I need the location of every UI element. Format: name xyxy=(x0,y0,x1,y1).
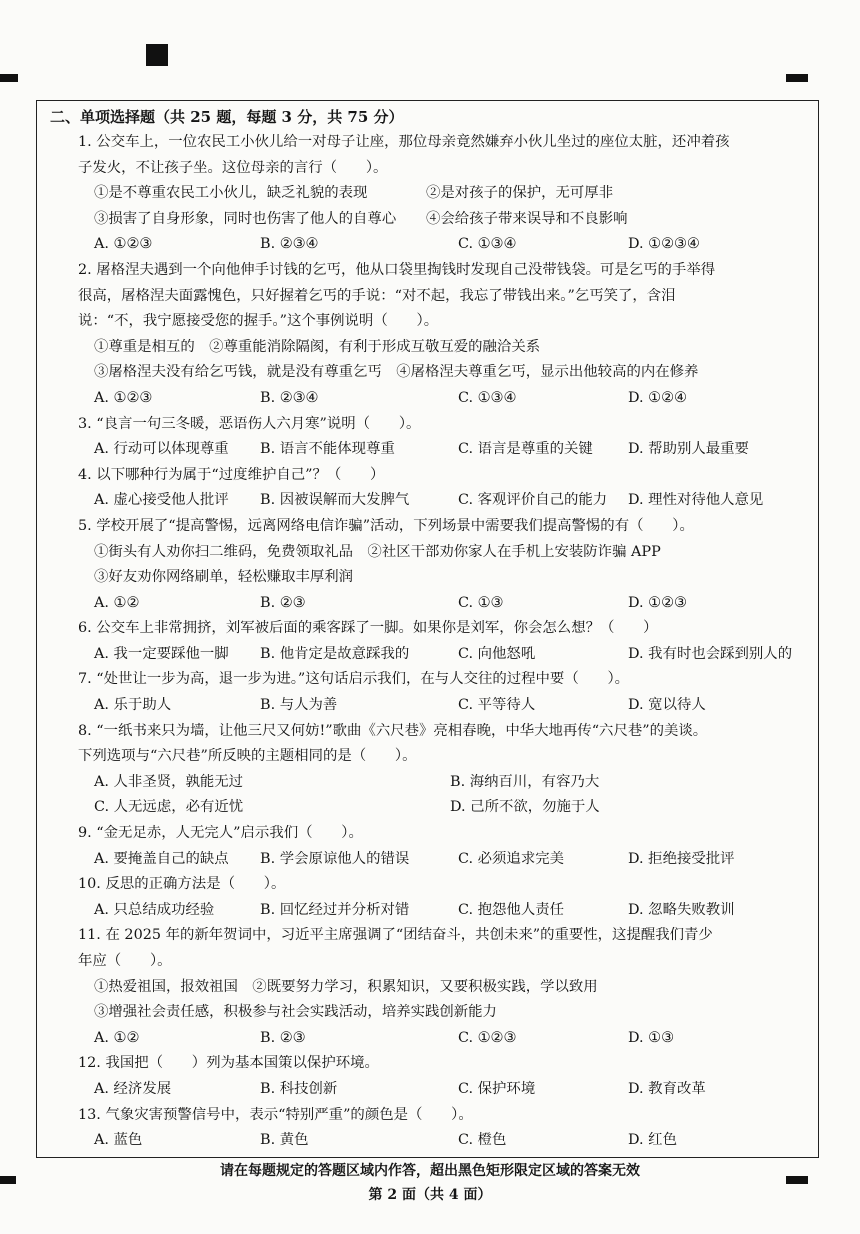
statement-row xyxy=(50,181,816,207)
options-row xyxy=(50,1026,816,1052)
question-stem-line: 说：“不，我宁愿接受您的握手。”这个事例说明（ ）。 xyxy=(78,313,439,330)
option-b: B. 黄色 xyxy=(260,1132,309,1149)
option-a: A. 虚心接受他人批评 xyxy=(94,492,229,509)
statement: ②是对孩子的保护，无可厚非 xyxy=(426,185,614,202)
options-row xyxy=(50,1077,816,1103)
question-4 xyxy=(50,463,816,514)
question-stem-line: 13. 气象灾害预警信号中，表示“特别严重”的颜色是（ ）。 xyxy=(78,1106,473,1123)
option-d: D. 忽略失败教训 xyxy=(628,901,735,918)
question-stem-line: 11. 在 2025 年的新年贺词中，习近平主席强调了“团结奋斗，共创未来”的重要性，这提醒我们青少 xyxy=(78,927,713,944)
option-b: B. 语言不能体现尊重 xyxy=(260,441,395,458)
option-a: A. 经济发展 xyxy=(94,1080,172,1097)
statement-row xyxy=(50,540,816,566)
question-8 xyxy=(50,719,816,821)
statement: ①尊重是相互的 ②尊重能消除隔阂，有利于形成互敬互爱的融洽关系 xyxy=(94,338,541,355)
option-d: D. ①②④ xyxy=(628,389,687,406)
option-b: B. 科技创新 xyxy=(260,1080,338,1097)
option-a: A. 只总结成功经验 xyxy=(94,901,215,918)
question-stem-line: 4. 以下哪种行为属于“过度维护自己”？（ ） xyxy=(78,466,385,483)
question-10 xyxy=(50,872,816,923)
option-d: D. 红色 xyxy=(628,1132,677,1149)
option-a: A. 行动可以体现尊重 xyxy=(94,441,229,458)
option-c: C. 语言是尊重的关键 xyxy=(458,441,593,458)
question-11 xyxy=(50,923,816,1051)
option-a: A. 人非圣贤，孰能无过 xyxy=(94,773,244,790)
option-a: A. ①②③ xyxy=(94,389,153,406)
option-b: B. 因被误解而大发脾气 xyxy=(260,492,410,509)
option-a: A. 蓝色 xyxy=(94,1132,143,1149)
statement-row xyxy=(50,565,816,591)
option-b: B. ②③ xyxy=(260,594,306,611)
option-c: C. 抱怨他人责任 xyxy=(458,901,564,918)
option-c: C. 必须追求完美 xyxy=(458,850,564,867)
question-7 xyxy=(50,667,816,718)
option-c: C. 平等待人 xyxy=(458,697,536,714)
option-d: D. 我有时也会踩到别人的 xyxy=(628,645,793,662)
registration-mark-top-left-square xyxy=(146,44,168,66)
options-row xyxy=(50,847,816,873)
question-stem-line: 3. “良言一句三冬暖，恶语伤人六月寒”说明（ ）。 xyxy=(78,415,421,432)
option-a: A. ①②③ xyxy=(94,236,153,253)
options-row xyxy=(50,770,816,796)
statement-row xyxy=(50,975,816,1001)
statement-row xyxy=(50,1000,816,1026)
page-number: 第 2 面（共 4 面） xyxy=(368,1187,492,1203)
option-c: C. 保护环境 xyxy=(458,1080,536,1097)
question-2 xyxy=(50,258,816,412)
question-area xyxy=(50,104,816,1154)
registration-mark-left-top xyxy=(0,74,18,82)
question-3 xyxy=(50,412,816,463)
statement: ①街头有人劝你扫二维码，免费领取礼品 ②社区干部劝你家人在手机上安装防诈骗 APP xyxy=(94,543,661,560)
question-stem-line: 10. 反思的正确方法是（ ）。 xyxy=(78,876,286,893)
question-stem-line: 2. 屠格涅夫遇到一个向他伸手讨钱的乞丐，他从口袋里掏钱时发现自己没带钱袋。可是乞丐的手举得 xyxy=(78,261,716,278)
option-d: D. ①②③④ xyxy=(628,236,700,253)
option-a: A. ①② xyxy=(94,1029,140,1046)
option-b: B. 学会原谅他人的错误 xyxy=(260,850,410,867)
question-stem-line: 子发火，不让孩子坐。这位母亲的言行（ ）。 xyxy=(78,159,388,176)
option-d: D. 宽以待人 xyxy=(628,697,706,714)
options-row xyxy=(50,591,816,617)
option-c: C. ①②③ xyxy=(458,1029,517,1046)
question-5 xyxy=(50,514,816,616)
option-b: B. 海纳百川，有容乃大 xyxy=(450,773,600,790)
option-c: C. ①③④ xyxy=(458,389,517,406)
options-row xyxy=(50,693,816,719)
question-stem-line: 下列选项与“六尺巷”所反映的主题相同的是（ ）。 xyxy=(78,748,417,765)
options-row xyxy=(50,437,816,463)
option-a: A. ①② xyxy=(94,594,140,611)
option-b: B. ②③ xyxy=(260,1029,306,1046)
question-stem-line: 8. “一纸书来只为墙，让他三尺又何妨!”歌曲《六尺巷》亮相春晚，中华大地再传“六尺巷”的美谈。 xyxy=(78,722,708,739)
option-d: D. ①③ xyxy=(628,1029,674,1046)
option-c: C. 客观评价自己的能力 xyxy=(458,492,608,509)
statement-row xyxy=(50,360,816,386)
question-stem-line: 5. 学校开展了“提高警惕，远离网络电信诈骗”活动，下列场景中需要我们提高警惕的有（ ）。 xyxy=(78,517,694,534)
options-row xyxy=(50,642,816,668)
option-a: A. 我一定要踩他一脚 xyxy=(94,645,229,662)
option-d: D. 拒绝接受批评 xyxy=(628,850,735,867)
option-a: A. 乐于助人 xyxy=(94,697,172,714)
question-list xyxy=(50,130,816,1154)
statement: ①热爱祖国，报效祖国 ②既要努力学习，积累知识，又要积极实践，学以致用 xyxy=(94,978,598,995)
option-c: C. ①③ xyxy=(458,594,504,611)
registration-mark-right-top xyxy=(786,74,808,82)
question-1 xyxy=(50,130,816,258)
option-d: D. 理性对待他人意见 xyxy=(628,492,764,509)
options-row xyxy=(50,898,816,924)
option-c: C. 人无远虑，必有近忧 xyxy=(94,799,244,816)
statement: ③好友劝你网络刷单，轻松赚取丰厚利润 xyxy=(94,569,354,586)
question-stem-line: 年应（ ）。 xyxy=(78,953,172,969)
option-d: D. 教育改革 xyxy=(628,1080,706,1097)
option-c: C. 橙色 xyxy=(458,1132,507,1149)
statement: ③屠格涅夫没有给乞丐钱，就是没有尊重乞丐 ④屠格涅夫尊重乞丐，显示出他较高的内在修养 xyxy=(94,364,699,381)
question-stem-line: 9. “金无足赤，人无完人”启示我们（ ）。 xyxy=(78,825,363,842)
question-stem-line: 12. 我国把（ ）列为基本国策以保护环境。 xyxy=(78,1055,379,1072)
option-b: B. 回忆经过并分析对错 xyxy=(260,901,410,918)
option-b: B. 他肯定是故意踩我的 xyxy=(260,645,410,662)
statement: ①是不尊重农民工小伙儿，缺乏礼貌的表现 xyxy=(94,185,368,202)
option-c: C. ①③④ xyxy=(458,236,517,253)
question-stem-line: 7. “处世让一步为高，退一步为进。”这句话启示我们，在与人交往的过程中要（ ）。 xyxy=(78,671,630,688)
option-b: B. ②③④ xyxy=(260,389,319,406)
section-title: 二、单项选择题（共 25 题，每题 3 分，共 75 分） xyxy=(50,108,404,126)
question-6 xyxy=(50,616,816,667)
question-stem-line: 很高，屠格涅夫面露愧色，只好握着乞丐的手说：“对不起，我忘了带钱出来。”乞丐笑了，含泪 xyxy=(78,287,676,304)
statement: ③增强社会责任感，积极参与社会实践活动，培养实践创新能力 xyxy=(94,1004,497,1021)
statement-row xyxy=(50,335,816,361)
footer-notice: 请在每题规定的答题区域内作答，超出黑色矩形限定区域的答案无效 xyxy=(220,1163,640,1179)
options-row xyxy=(50,488,816,514)
question-13 xyxy=(50,1103,816,1154)
option-c: C. 向他怒吼 xyxy=(458,645,536,662)
options-row xyxy=(50,386,816,412)
option-b: B. 与人为善 xyxy=(260,697,338,714)
statement-row xyxy=(50,207,816,233)
statement: ④会给孩子带来误导和不良影响 xyxy=(426,210,628,227)
option-a: A. 要掩盖自己的缺点 xyxy=(94,850,229,867)
option-d: D. 己所不欲，勿施于人 xyxy=(450,799,600,816)
option-d: D. ①②③ xyxy=(628,594,687,611)
options-row xyxy=(50,795,816,821)
options-row xyxy=(50,232,816,258)
question-stem-line: 1. 公交车上，一位农民工小伙儿给一对母子让座，那位母亲竟然嫌弃小伙儿坐过的座位太脏，还冲着孩 xyxy=(78,134,730,150)
question-stem-line: 6. 公交车上非常拥挤，刘军被后面的乘客踩了一脚。如果你是刘军，你会怎么想？（ ） xyxy=(78,620,658,637)
statement: ③损害了自身形象，同时也伤害了他人的自尊心 xyxy=(94,210,397,227)
option-b: B. ②③④ xyxy=(260,236,319,253)
option-d: D. 帮助别人最重要 xyxy=(628,441,749,458)
question-12 xyxy=(50,1051,816,1102)
question-9 xyxy=(50,821,816,872)
options-row xyxy=(50,1128,816,1154)
